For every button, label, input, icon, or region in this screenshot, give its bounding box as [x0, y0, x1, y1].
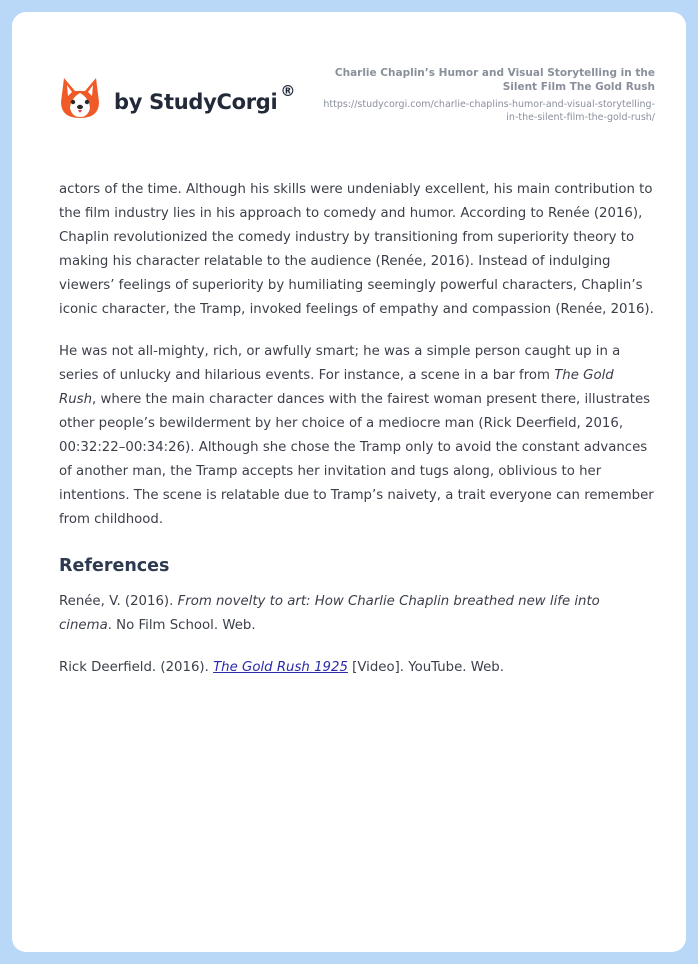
document-header-info [315, 66, 655, 124]
corgi-icon [60, 76, 100, 120]
document-page [12, 12, 686, 952]
document-title: Charlie Chaplin’s Humor and Visual Storytelling in the Silent Film The Gold Rush [334, 67, 655, 93]
reference-item: Renée, V. (2016). From novelty to art: How Charlie Chaplin breathed new life into cinema. No Film School. Web. [59, 594, 600, 633]
document-body [59, 178, 654, 698]
paragraph-2: He was not all-mighty, rich, or awfully smart; he was a simple person caught up in a series of unlucky and hilarious events. For instance, a scene in a bar from The Gold Rush, where the main character dances with the fairest woman present there, illustrates other people’s bewilderment by her choice of a mediocre man (Rick Deerfield, 2016, 00:32:22–00:34:26). Although she chose the Tramp only to avoid the constant advances of another man, the Tramp accepts her invitation and tugs along, oblivious to her intentions. The scene is relatable due to Tramp’s naivety, a trait everyone can remember from childhood. [59, 344, 654, 527]
paragraph-1: actors of the time. Although his skills were undeniably excellent, his main contribution to the film industry lies in his approach to comedy and humor. According to Renée (2016), Chaplin revolutionized the comedy industry by transitioning from superiority theory to making his character relatable to the audience (Renée, 2016). Instead of indulging viewers’ feelings of superiority by humiliating seemingly powerful characters, Chaplin’s iconic character, the Tramp, invoked feelings of empathy and compassion (Renée, 2016). [59, 182, 654, 317]
references-heading: References [59, 556, 170, 576]
video-link[interactable]: The Gold Rush 1925 [213, 660, 348, 675]
reference-item: Rick Deerfield. (2016). The Gold Rush 1925 [Video]. YouTube. Web. [59, 660, 504, 675]
registered-mark: ® [280, 82, 296, 100]
reference-title: From novelty to art: How Charlie Chaplin breathed new life into cinema [59, 594, 600, 633]
film-title: The Gold Rush [59, 368, 614, 407]
logo-wordmark: by StudyCorgi ® [114, 82, 296, 114]
document-url[interactable]: https://studycorgi.com/charlie-chaplins-humor-and-visual-storytelling-in-the-silent-film-the-gold-rush/ [323, 99, 655, 123]
studycorgi-logo[interactable] [60, 76, 295, 120]
